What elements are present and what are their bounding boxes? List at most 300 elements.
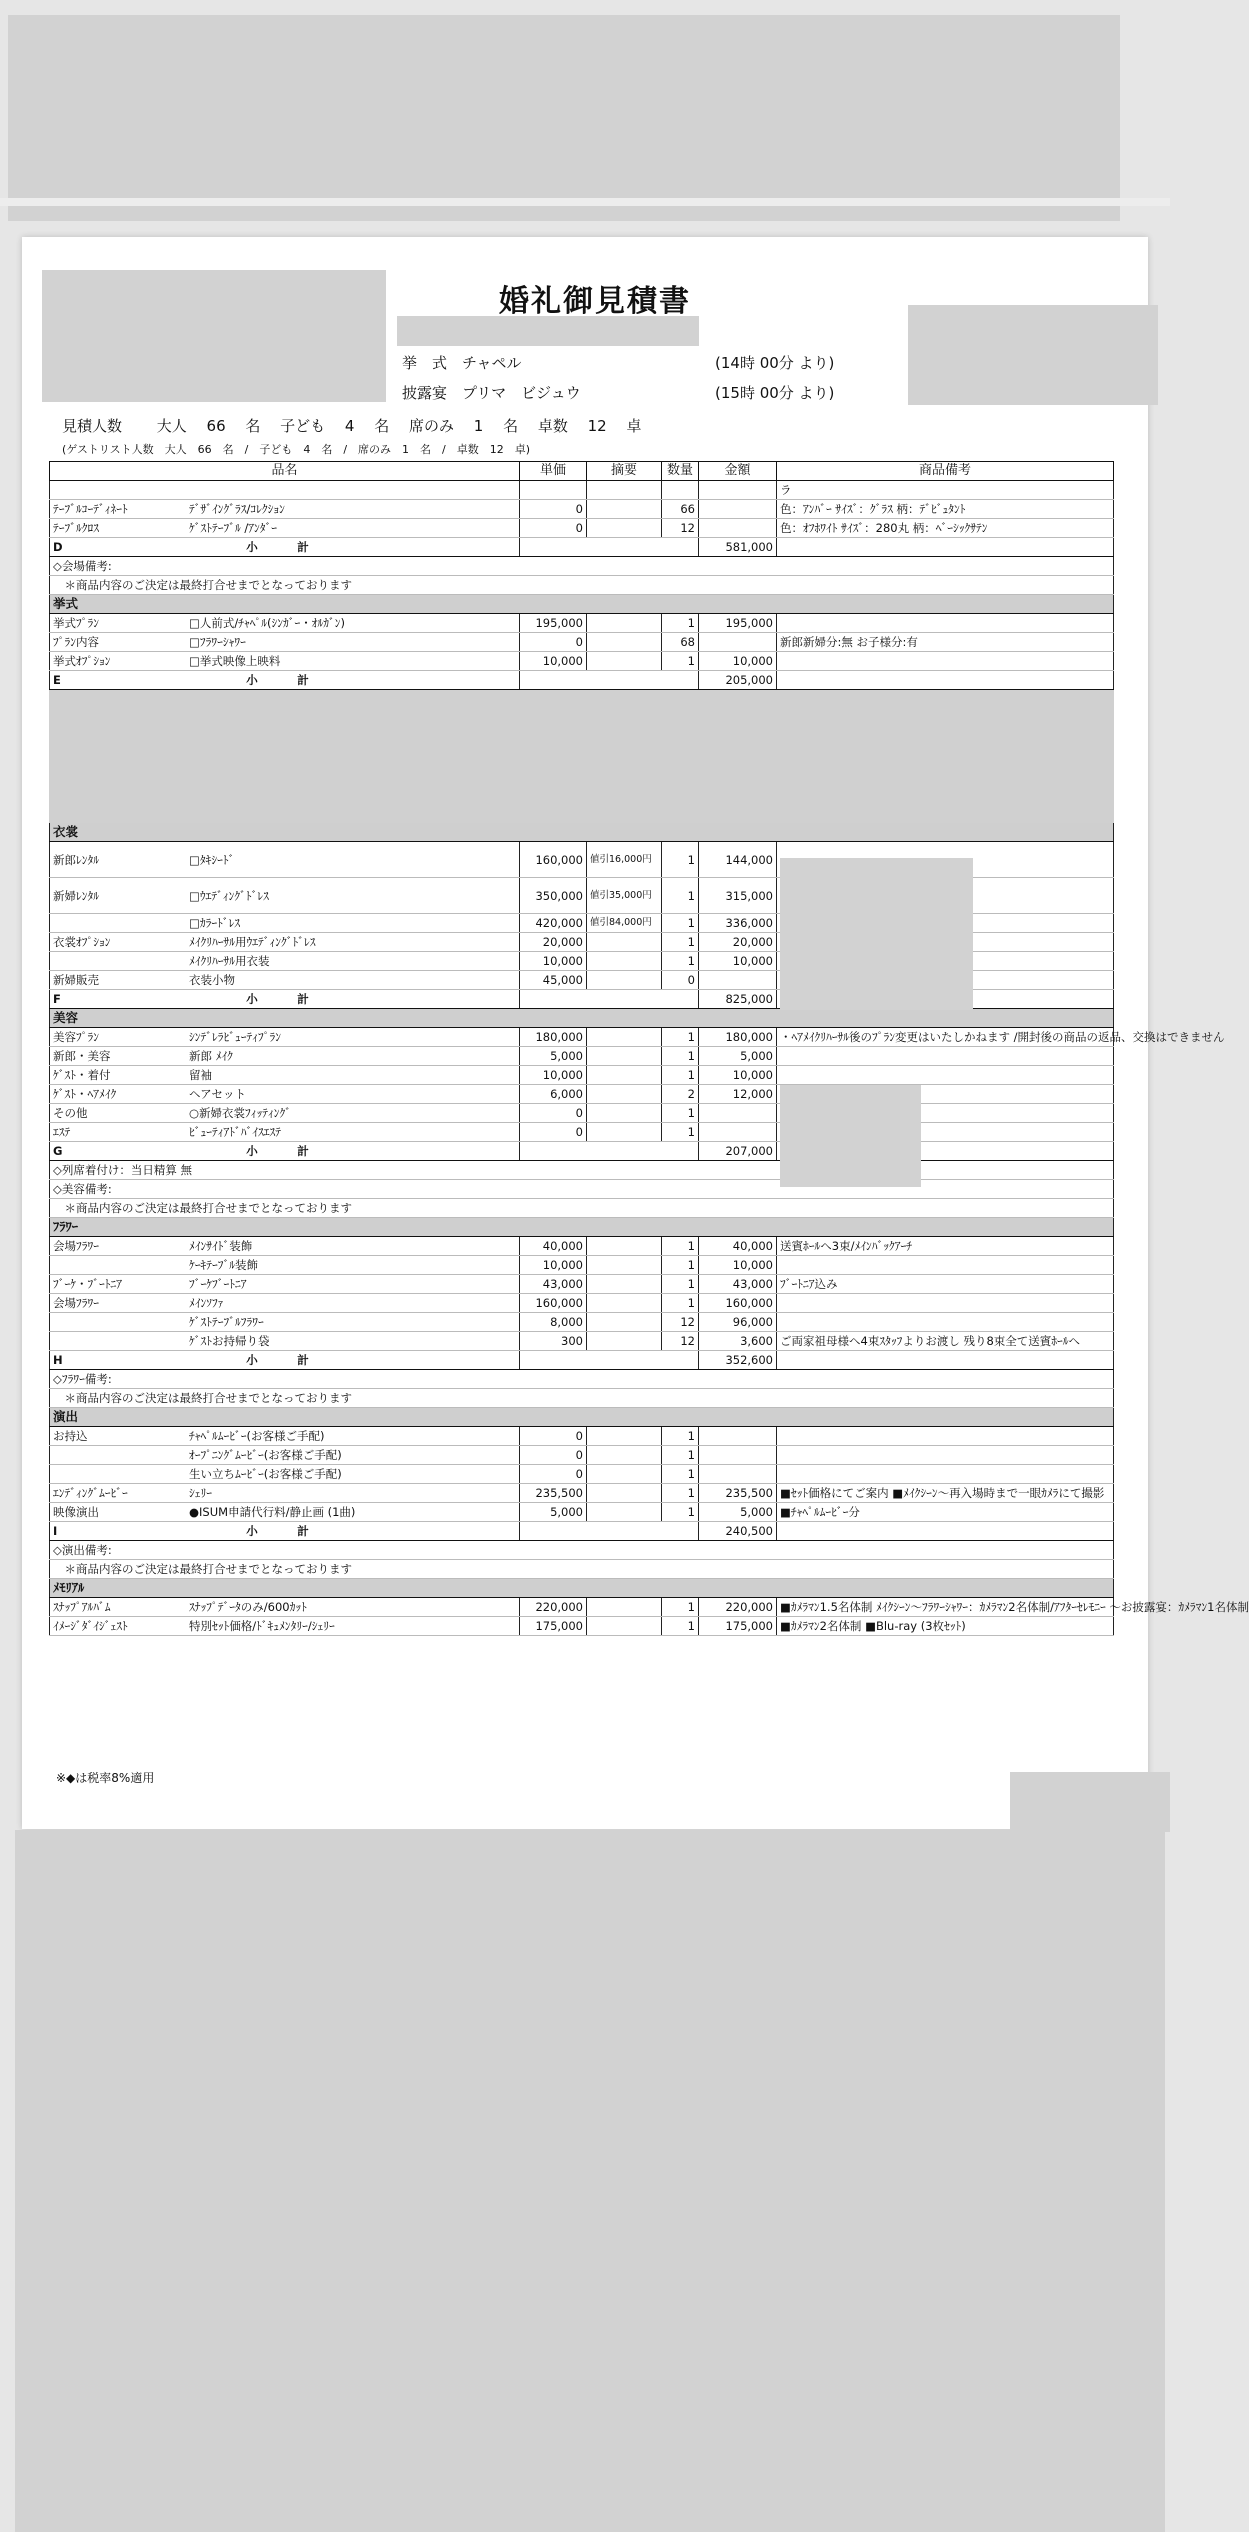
item-label: 新郎 ﾒｲｸ — [189, 1049, 233, 1063]
unit-price-cell: 10,000 — [520, 1066, 587, 1085]
qty-cell: 1 — [662, 1465, 699, 1484]
note-text: ＊商品内容のご決定は最終打合せまでとなっております — [50, 576, 1114, 595]
qty-cell: 0 — [662, 971, 699, 990]
item-category: 挙式ﾌﾟﾗﾝ — [53, 616, 99, 630]
amount-cell — [699, 1104, 777, 1123]
note-text: ◇ﾌﾗﾜｰ備考: — [50, 1370, 1114, 1389]
table-header — [50, 462, 1114, 481]
qty-cell: 1 — [662, 1484, 699, 1503]
remarks-cell: ご両家祖母様へ4束ｽﾀｯﾌよりお渡し 残り8束全て送賓ﾎｰﾙへ — [777, 1332, 1114, 1351]
amount-cell — [699, 1465, 777, 1484]
redacted-bottom-right — [1010, 1772, 1170, 1832]
unit-price-cell: 0 — [520, 519, 587, 538]
discount-cell — [587, 1427, 662, 1446]
remarks-cell — [777, 1256, 1114, 1275]
subtotal-row — [50, 1142, 1114, 1161]
redacted-cell — [50, 690, 1114, 823]
table-row — [50, 652, 1114, 671]
item-name-cell — [50, 842, 520, 878]
amount-cell: 10,000 — [699, 652, 777, 671]
discount-cell — [587, 652, 662, 671]
item-name-cell — [50, 1028, 520, 1047]
section-header — [50, 595, 1114, 614]
amount-cell: 5,000 — [699, 1047, 777, 1066]
discount-cell — [587, 1617, 662, 1636]
item-category: 映像演出 — [53, 1505, 99, 1519]
subtotal-code: F — [53, 992, 61, 1006]
table-row — [50, 1085, 1114, 1104]
qty-cell: 68 — [662, 633, 699, 652]
item-category: ｲﾒｰｼﾞﾀﾞｲｼﾞｪｽﾄ — [53, 1619, 128, 1633]
ceremony-venue: チャペル — [462, 354, 522, 372]
qty-cell: 1 — [662, 614, 699, 633]
discount-cell: 値引35,000円 — [587, 878, 662, 914]
subtotal-remarks — [777, 671, 1114, 690]
subtotal-code: I — [53, 1524, 58, 1538]
remarks-cell — [777, 1313, 1114, 1332]
redacted-row — [50, 690, 1114, 823]
quote-body — [50, 481, 1249, 1636]
subtotal-label: 小 計 — [246, 1524, 323, 1538]
qty-cell: 12 — [662, 519, 699, 538]
amount-cell: 144,000 — [699, 842, 777, 878]
discount-cell — [587, 1085, 662, 1104]
qty-cell: 1 — [662, 1104, 699, 1123]
unit-price-cell: 10,000 — [520, 652, 587, 671]
subtotal-label: 小 計 — [246, 1353, 323, 1367]
remarks-cell: ■ｶﾒﾗﾏﾝ2名体制 ■Blu-ray (3枚ｾｯﾄ) — [777, 1617, 1114, 1636]
qty-cell: 1 — [662, 1427, 699, 1446]
redacted-costume-remarks — [780, 858, 973, 1010]
remarks-cell — [777, 1427, 1114, 1446]
discount-cell — [587, 1598, 662, 1617]
table-row — [50, 1465, 1114, 1484]
subtotal-remarks — [777, 538, 1114, 557]
subtotal-code: E — [53, 673, 61, 687]
item-name-cell — [50, 1332, 520, 1351]
unit-price-cell: 160,000 — [520, 1294, 587, 1313]
table-row — [50, 1503, 1114, 1522]
discount-cell — [587, 633, 662, 652]
qty-cell: 1 — [662, 952, 699, 971]
unit-price-cell: 10,000 — [520, 952, 587, 971]
unit-price-cell: 350,000 — [520, 878, 587, 914]
item-name-cell — [50, 1123, 520, 1142]
item-name-cell — [50, 1066, 520, 1085]
item-name-cell — [50, 878, 520, 914]
table-row — [50, 1617, 1114, 1636]
qty-cell: 1 — [662, 1028, 699, 1047]
amount-cell: 180,000 — [699, 1028, 777, 1047]
item-label: ﾋﾞｭｰﾃｨｱﾄﾞﾊﾞｲｽｴｽﾃ — [189, 1125, 281, 1139]
note-row — [50, 1389, 1114, 1408]
unit-price-cell: 10,000 — [520, 1256, 587, 1275]
amount-cell: 3,600 — [699, 1332, 777, 1351]
quote-table — [49, 461, 1249, 1636]
note-text: ◇美容備考: — [50, 1180, 1114, 1199]
qty-cell: 1 — [662, 1123, 699, 1142]
table-row — [50, 481, 1114, 500]
remarks-cell — [777, 652, 1114, 671]
item-category: ﾌﾟﾗﾝ内容 — [53, 635, 99, 649]
item-category: 衣裳ｵﾌﾟｼｮﾝ — [53, 935, 111, 949]
note-text: ＊商品内容のご決定は最終打合せまでとなっております — [50, 1560, 1114, 1579]
unit-price-cell: 5,000 — [520, 1047, 587, 1066]
unit-price-cell: 300 — [520, 1332, 587, 1351]
note-row — [50, 1370, 1114, 1389]
section-title: 美容 — [50, 1009, 1114, 1028]
discount-cell — [587, 1294, 662, 1313]
unit-price-cell: 420,000 — [520, 914, 587, 933]
remarks-cell — [777, 1066, 1114, 1085]
subtotal-label: 小 計 — [246, 540, 323, 554]
section-title: ﾌﾗﾜｰ — [50, 1218, 1114, 1237]
amount-cell: 20,000 — [699, 933, 777, 952]
qty-cell: 1 — [662, 1047, 699, 1066]
note-row — [50, 1180, 1114, 1199]
unit-price-cell: 175,000 — [520, 1617, 587, 1636]
item-label: ｼﾝﾃﾞﾚﾗﾋﾞｭｰﾃｨﾌﾟﾗﾝ — [189, 1030, 281, 1044]
unit-price-cell: 0 — [520, 1427, 587, 1446]
table-row — [50, 500, 1114, 519]
item-name-cell — [50, 1465, 520, 1484]
subtotal-label: 小 計 — [246, 992, 323, 1006]
qty-cell: 12 — [662, 1313, 699, 1332]
discount-cell — [587, 1275, 662, 1294]
subtotal-row — [50, 538, 1114, 557]
table-row — [50, 1427, 1114, 1446]
discount-cell — [587, 1313, 662, 1332]
qty-cell: 66 — [662, 500, 699, 519]
amount-cell — [699, 1123, 777, 1142]
item-name-cell — [50, 933, 520, 952]
amount-cell: 5,000 — [699, 1503, 777, 1522]
remarks-cell: 色：ｱﾝﾊﾞｰ ｻｲｽﾞ：ｸﾞﾗｽ 柄：ﾃﾞﾋﾞｭﾀﾝﾄ — [777, 500, 1114, 519]
item-label: ｹﾞｽﾄお持帰り袋 — [189, 1334, 270, 1348]
tax-footnote: ※◆は税率8%適用 — [56, 1771, 155, 1785]
item-name-cell — [50, 1047, 520, 1066]
subtotal-remarks — [777, 1351, 1114, 1370]
item-label: ｼｪﾘｰ — [189, 1486, 212, 1500]
discount-cell — [587, 1047, 662, 1066]
item-name-cell — [50, 500, 520, 519]
discount-cell — [587, 952, 662, 971]
item-category: お持込 — [53, 1429, 88, 1443]
qty-cell: 1 — [662, 1256, 699, 1275]
col-amount: 金額 — [699, 462, 777, 481]
subtotal-cell — [50, 1522, 520, 1541]
unit-price-cell: 0 — [520, 1465, 587, 1484]
item-label: 特別ｾｯﾄ価格/ﾄﾞｷｭﾒﾝﾀﾘｰ/ｼｪﾘｰ — [189, 1619, 335, 1633]
item-label: 衣装小物 — [189, 973, 235, 987]
amount-cell: 195,000 — [699, 614, 777, 633]
table-row — [50, 1598, 1114, 1617]
subtotal-amount: 352,600 — [699, 1351, 777, 1370]
table-row — [50, 1123, 1114, 1142]
amount-cell: 336,000 — [699, 914, 777, 933]
subtotal-label: 小 計 — [246, 1144, 323, 1158]
qty-cell: 1 — [662, 914, 699, 933]
qty-cell: 1 — [662, 878, 699, 914]
section-title: 挙式 — [50, 595, 1114, 614]
note-text: ◇演出備考: — [50, 1541, 1114, 1560]
redacted-bottom-block — [15, 1830, 1165, 2532]
item-category: ｴｽﾃ — [53, 1125, 71, 1139]
col-remarks: 商品備考 — [777, 462, 1114, 481]
section-header — [50, 823, 1114, 842]
subtotal-cell — [50, 671, 520, 690]
note-row — [50, 557, 1114, 576]
item-name-cell — [50, 914, 520, 933]
item-name-cell — [50, 614, 520, 633]
remarks-cell: 送賓ﾎｰﾙへ3束/ﾒｲﾝﾊﾞｯｸｱｰﾁ — [777, 1237, 1114, 1256]
ceremony-time: (14時 00分 より) — [715, 354, 835, 372]
table-row — [50, 519, 1114, 538]
subtotal-cell — [50, 990, 520, 1009]
item-category: ﾌﾞｰｹ・ﾌﾞｰﾄﾆｱ — [53, 1277, 122, 1291]
remarks-cell — [777, 1294, 1114, 1313]
discount-cell — [587, 1446, 662, 1465]
amount-cell: 40,000 — [699, 1237, 777, 1256]
item-category: その他 — [53, 1106, 88, 1120]
qty-cell: 1 — [662, 1503, 699, 1522]
subtotal-blank — [520, 671, 699, 690]
item-name-cell — [50, 481, 520, 500]
unit-price-cell: 45,000 — [520, 971, 587, 990]
section-header — [50, 1218, 1114, 1237]
item-category: 美容ﾌﾟﾗﾝ — [53, 1030, 99, 1044]
table-row — [50, 1256, 1114, 1275]
item-category: 新郎・美容 — [53, 1049, 111, 1063]
subtotal-cell — [50, 1142, 520, 1161]
remarks-cell: ■ﾁｬﾍﾟﾙﾑｰﾋﾞｰ分 — [777, 1503, 1114, 1522]
note-row — [50, 1161, 1114, 1180]
item-category: 新婦販売 — [53, 973, 99, 987]
note-row — [50, 1560, 1114, 1579]
item-label: □ｳｴﾃﾞｨﾝｸﾞﾄﾞﾚｽ — [189, 888, 269, 903]
qty-cell: 1 — [662, 652, 699, 671]
discount-cell — [587, 1503, 662, 1522]
subtotal-code: G — [53, 1144, 63, 1158]
unit-price-cell: 6,000 — [520, 1085, 587, 1104]
discount-cell — [587, 1332, 662, 1351]
qty-cell: 1 — [662, 1294, 699, 1313]
item-name-cell — [50, 1427, 520, 1446]
discount-cell — [587, 1066, 662, 1085]
document-title: 婚礼御見積書 — [499, 284, 691, 319]
unit-price-cell: 160,000 — [520, 842, 587, 878]
note-row — [50, 576, 1114, 595]
amount-cell: 315,000 — [699, 878, 777, 914]
subtotal-amount: 207,000 — [699, 1142, 777, 1161]
subtotal-blank — [520, 1522, 699, 1541]
guest-summary: 見積人数 大人 66 名 子ども 4 名 席のみ 1 名 卓数 12 卓 — [62, 417, 642, 435]
section-header — [50, 1009, 1114, 1028]
amount-cell: 220,000 — [699, 1598, 777, 1617]
subtotal-row — [50, 1522, 1114, 1541]
redacted-beauty-remarks — [780, 1085, 921, 1187]
qty-cell: 1 — [662, 842, 699, 878]
unit-price-cell: 8,000 — [520, 1313, 587, 1332]
col-name: 品名 — [50, 462, 520, 481]
note-text: ◇会場備考: — [50, 557, 1114, 576]
item-category: 新婦ﾚﾝﾀﾙ — [53, 888, 99, 903]
reception-venue: プリマ ビジュウ — [462, 384, 581, 402]
amount-cell — [699, 971, 777, 990]
unit-price-cell: 0 — [520, 633, 587, 652]
table-row — [50, 1294, 1114, 1313]
qty-cell: 1 — [662, 1617, 699, 1636]
item-label: ｵｰﾌﾟﾆﾝｸﾞﾑｰﾋﾞｰ(お客様ご手配) — [189, 1448, 342, 1462]
item-name-cell — [50, 971, 520, 990]
subtotal-amount: 581,000 — [699, 538, 777, 557]
table-row — [50, 1446, 1114, 1465]
unit-price-cell: 0 — [520, 1123, 587, 1142]
amount-cell: 235,500 — [699, 1484, 777, 1503]
section-header — [50, 1408, 1114, 1427]
col-qty: 数量 — [662, 462, 699, 481]
section-header — [50, 1579, 1114, 1598]
redacted-name-block — [397, 316, 699, 346]
amount-cell — [699, 1446, 777, 1465]
subtotal-cell — [50, 538, 520, 557]
item-label: □人前式/ﾁｬﾍﾟﾙ(ｼﾝｶﾞｰ・ｵﾙｶﾞﾝ) — [189, 616, 345, 630]
item-name-cell — [50, 1085, 520, 1104]
table-row — [50, 1275, 1114, 1294]
item-name-cell — [50, 1256, 520, 1275]
item-label: ﾒｲﾝｿﾌｧ — [189, 1296, 224, 1310]
discount-cell — [587, 614, 662, 633]
item-label: □挙式映像上映料 — [189, 654, 281, 668]
amount-cell: 160,000 — [699, 1294, 777, 1313]
discount-cell — [587, 971, 662, 990]
item-label: ﾒｲｸﾘﾊｰｻﾙ用衣装 — [189, 954, 270, 968]
remarks-cell — [777, 614, 1114, 633]
remarks-cell: ・ﾍｱﾒｲｸﾘﾊｰｻﾙ後のﾌﾟﾗﾝ変更はいたしかねます /開封後の商品の返品、交換はできません — [777, 1028, 1114, 1047]
section-title: 演出 — [50, 1408, 1114, 1427]
remarks-cell: ■ｶﾒﾗﾏﾝ1.5名体制 ﾒｲｸｼｰﾝ～ﾌﾗﾜｰｼｬﾜｰ：ｶﾒﾗﾏﾝ2名体制/ｱﾌﾀｰｾﾚﾓﾆｰ ～お披露宴：ｶﾒﾗﾏﾝ1名体制 — [777, 1598, 1114, 1617]
item-label: □ｶﾗｰﾄﾞﾚｽ — [189, 916, 241, 930]
note-row — [50, 1541, 1114, 1560]
reception-label: 披露宴 — [402, 384, 448, 402]
discount-cell — [587, 519, 662, 538]
amount-cell — [699, 519, 777, 538]
ceremony-label: 挙 式 — [402, 354, 448, 372]
guest-list-summary: (ゲストリスト人数 大人 66 名 / 子ども 4 名 / 席のみ 1 名 / 卓数 12 卓) — [62, 443, 531, 456]
unit-price-cell: 43,000 — [520, 1275, 587, 1294]
amount-cell: 96,000 — [699, 1313, 777, 1332]
item-label: ●ISUM申請代行料/静止画 (1曲) — [189, 1505, 356, 1519]
item-category: ｽﾅｯﾌﾟｱﾙﾊﾞﾑ — [53, 1600, 111, 1614]
item-name-cell — [50, 1484, 520, 1503]
item-label: 留袖 — [189, 1068, 212, 1082]
amount-cell — [699, 633, 777, 652]
discount-cell — [587, 1028, 662, 1047]
unit-price-cell: 0 — [520, 1104, 587, 1123]
unit-price-cell: 40,000 — [520, 1237, 587, 1256]
note-text: ＊商品内容のご決定は最終打合せまでとなっております — [50, 1389, 1114, 1408]
amount-cell — [699, 1427, 777, 1446]
item-name-cell — [50, 952, 520, 971]
item-category: 挙式ｵﾌﾟｼｮﾝ — [53, 654, 111, 668]
item-name-cell — [50, 1446, 520, 1465]
col-summary: 摘要 — [587, 462, 662, 481]
section-title: ﾒﾓﾘｱﾙ — [50, 1579, 1114, 1598]
item-label: □ﾌﾗﾜｰｼｬﾜｰ — [189, 635, 246, 649]
unit-price-cell: 195,000 — [520, 614, 587, 633]
item-label: ｹﾞｽﾄﾃｰﾌﾞﾙ /ｱﾝﾀﾞｰ — [189, 521, 278, 535]
amount-cell: 10,000 — [699, 952, 777, 971]
subtotal-code: D — [53, 540, 63, 554]
table-row — [50, 614, 1114, 633]
unit-price-cell: 180,000 — [520, 1028, 587, 1047]
section-title: 衣裳 — [50, 823, 1114, 842]
amount-cell: 10,000 — [699, 1256, 777, 1275]
table-row — [50, 1066, 1114, 1085]
qty-cell: 1 — [662, 933, 699, 952]
table-row — [50, 1028, 1114, 1047]
discount-cell: 値引84,000円 — [587, 914, 662, 933]
item-name-cell — [50, 1237, 520, 1256]
subtotal-blank — [520, 1142, 699, 1161]
discount-cell: 値引16,000円 — [587, 842, 662, 878]
item-label: ﾒｲﾝｻｲﾄﾞ装飾 — [189, 1239, 253, 1253]
item-name-cell — [50, 633, 520, 652]
subtotal-blank — [520, 538, 699, 557]
item-name-cell — [50, 652, 520, 671]
discount-cell — [587, 1104, 662, 1123]
unit-price-cell: 20,000 — [520, 933, 587, 952]
amount-cell: 12,000 — [699, 1085, 777, 1104]
qty-cell: 1 — [662, 1237, 699, 1256]
col-unit-price: 単価 — [520, 462, 587, 481]
remarks-cell — [777, 1446, 1114, 1465]
discount-cell — [587, 481, 662, 500]
amount-cell — [699, 500, 777, 519]
discount-cell — [587, 933, 662, 952]
table-row — [50, 1313, 1114, 1332]
table-row — [50, 1332, 1114, 1351]
subtotal-row — [50, 1351, 1114, 1370]
amount-cell — [699, 481, 777, 500]
amount-cell: 10,000 — [699, 1066, 777, 1085]
subtotal-blank — [520, 1351, 699, 1370]
item-name-cell — [50, 1598, 520, 1617]
discount-cell — [587, 1123, 662, 1142]
item-name-cell — [50, 1617, 520, 1636]
table-row — [50, 633, 1114, 652]
subtotal-amount: 240,500 — [699, 1522, 777, 1541]
item-label: ヘアセット — [189, 1087, 247, 1101]
remarks-cell: ラ — [777, 481, 1114, 500]
table-row — [50, 1047, 1114, 1066]
table-row — [50, 1237, 1114, 1256]
discount-cell — [587, 1256, 662, 1275]
unit-price-cell: 220,000 — [520, 1598, 587, 1617]
item-category: 会場ﾌﾗﾜｰ — [53, 1239, 99, 1253]
amount-cell: 43,000 — [699, 1275, 777, 1294]
item-label: ﾁｬﾍﾟﾙﾑｰﾋﾞｰ(お客様ご手配) — [189, 1429, 325, 1443]
remarks-cell: 色：ｵﾌﾎﾜｲﾄ ｻｲｽﾞ：280丸 柄：ﾍﾞｰｼｯｸｻﾃﾝ — [777, 519, 1114, 538]
item-label: ﾃﾞｻﾞｲﾝｸﾞﾗｽ/ｺﾚｸｼｮﾝ — [189, 502, 285, 516]
remarks-cell — [777, 1047, 1114, 1066]
discount-cell — [587, 500, 662, 519]
subtotal-amount: 205,000 — [699, 671, 777, 690]
remarks-cell: 新郎新婦分:無 お子様分:有 — [777, 633, 1114, 652]
note-row — [50, 1199, 1114, 1218]
item-category: ｹﾞｽﾄ・着付 — [53, 1068, 111, 1082]
item-category: ﾃｰﾌﾞﾙｸﾛｽ — [53, 521, 99, 535]
